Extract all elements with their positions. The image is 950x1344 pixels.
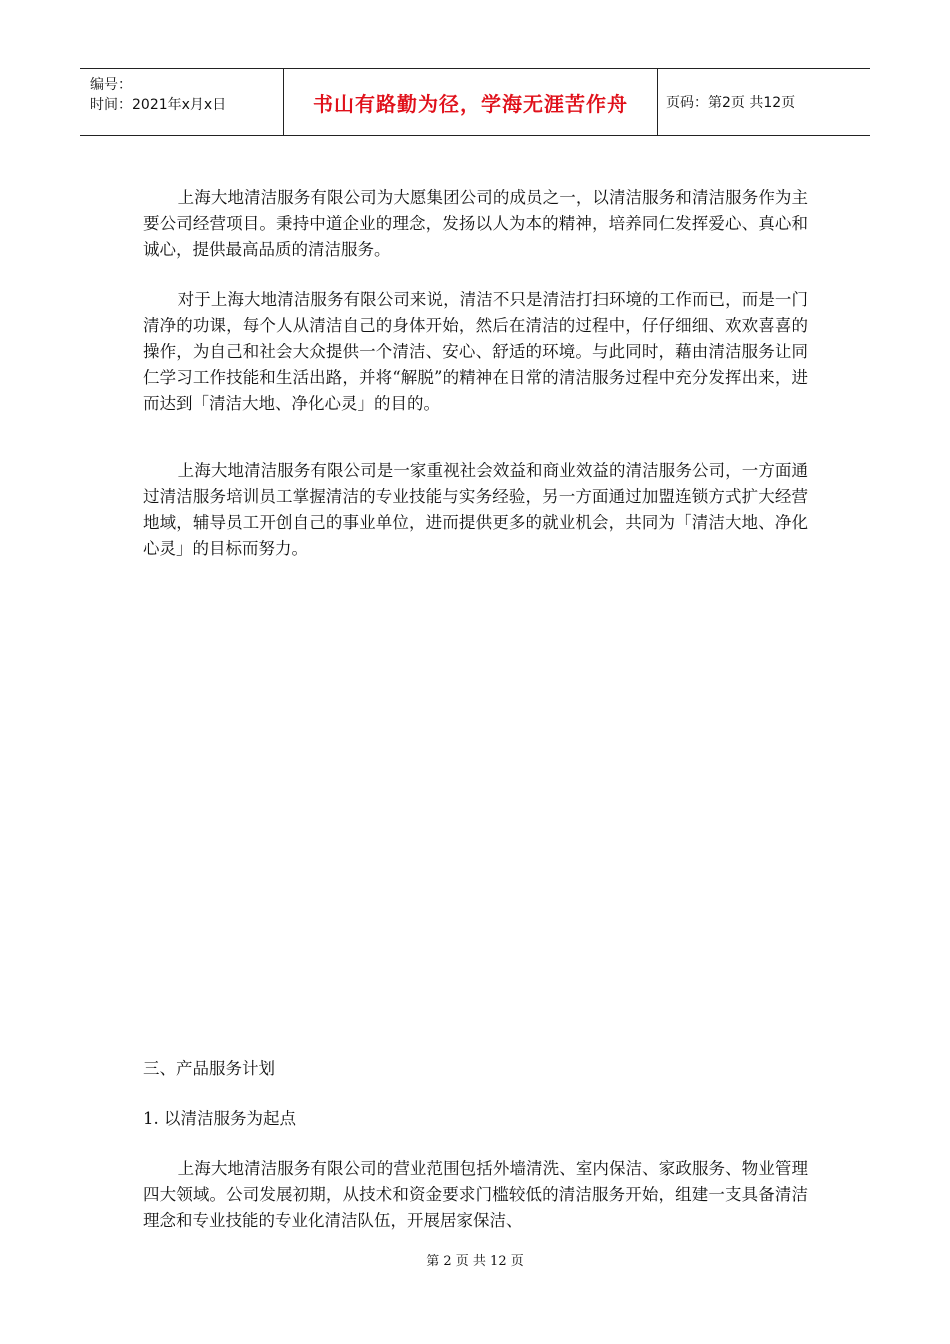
header-motto: 书山有路勤为径，学海无涯苦作舟 <box>283 69 658 135</box>
body-paragraph-3-block <box>143 458 808 562</box>
section-subheading: 1. 以清洁服务为起点 <box>143 1109 296 1128</box>
section-heading: 三、产品服务计划 <box>143 1059 275 1078</box>
section-paragraph: 上海大地清洁服务有限公司的营业范围包括外墙清洗、室内保洁、家政服务、物业管理四大领域。公司发展初期，从技术和资金要求门槛较低的清洁服务开始，组建一支具备清洁理念和专业技能的专业化清洁队伍，开展居家保洁、 <box>143 1159 808 1230</box>
body-paragraph: 对于上海大地清洁服务有限公司来说，清洁不只是清洁打扫环境的工作而已，而是一门清净的功课，每个人从清洁自己的身体开始，然后在清洁的过程中，仔仔细细、欢欢喜喜的操作，为自己和社会大众提供一个清洁、安心、舒适的环境。与此同时，藉由清洁服务让同仁学习工作技能和生活出路，并将“解脱”的精神在日常的清洁服务过程中充分发挥出来，进而达到「清洁大地、净化心灵」的目的。 <box>143 290 808 413</box>
body-paragraph-1-block <box>143 185 808 263</box>
page-footer: 第 2 页 共 12 页 <box>426 1254 524 1269</box>
section-subheading-block <box>143 1106 808 1132</box>
document-date-label: 时间：2021年x月x日 <box>90 97 227 113</box>
header-page-info: 页码：第2页 共12页 <box>666 95 796 111</box>
section-heading-block <box>143 1056 808 1082</box>
section-paragraph-block <box>143 1156 808 1234</box>
body-paragraph-2-block <box>143 287 808 417</box>
header-meta <box>80 69 283 135</box>
document-number-label: 编号： <box>90 77 132 93</box>
body-paragraph: 上海大地清洁服务有限公司为大愿集团公司的成员之一，以清洁服务和清洁服务作为主要公司经营项目。秉持中道企业的理念，发扬以人为本的精神，培养同仁发挥爱心、真心和诚心，提供最高品质的清洁服务。 <box>143 188 808 259</box>
page-header <box>80 68 870 136</box>
body-paragraph: 上海大地清洁服务有限公司是一家重视社会效益和商业效益的清洁服务公司，一方面通过清洁服务培训员工掌握清洁的专业技能与实务经验，另一方面通过加盟连锁方式扩大经营地域，辅导员工开创自己的事业单位，进而提供更多的就业机会，共同为「清洁大地、净化心灵」的目标而努力。 <box>143 461 808 558</box>
